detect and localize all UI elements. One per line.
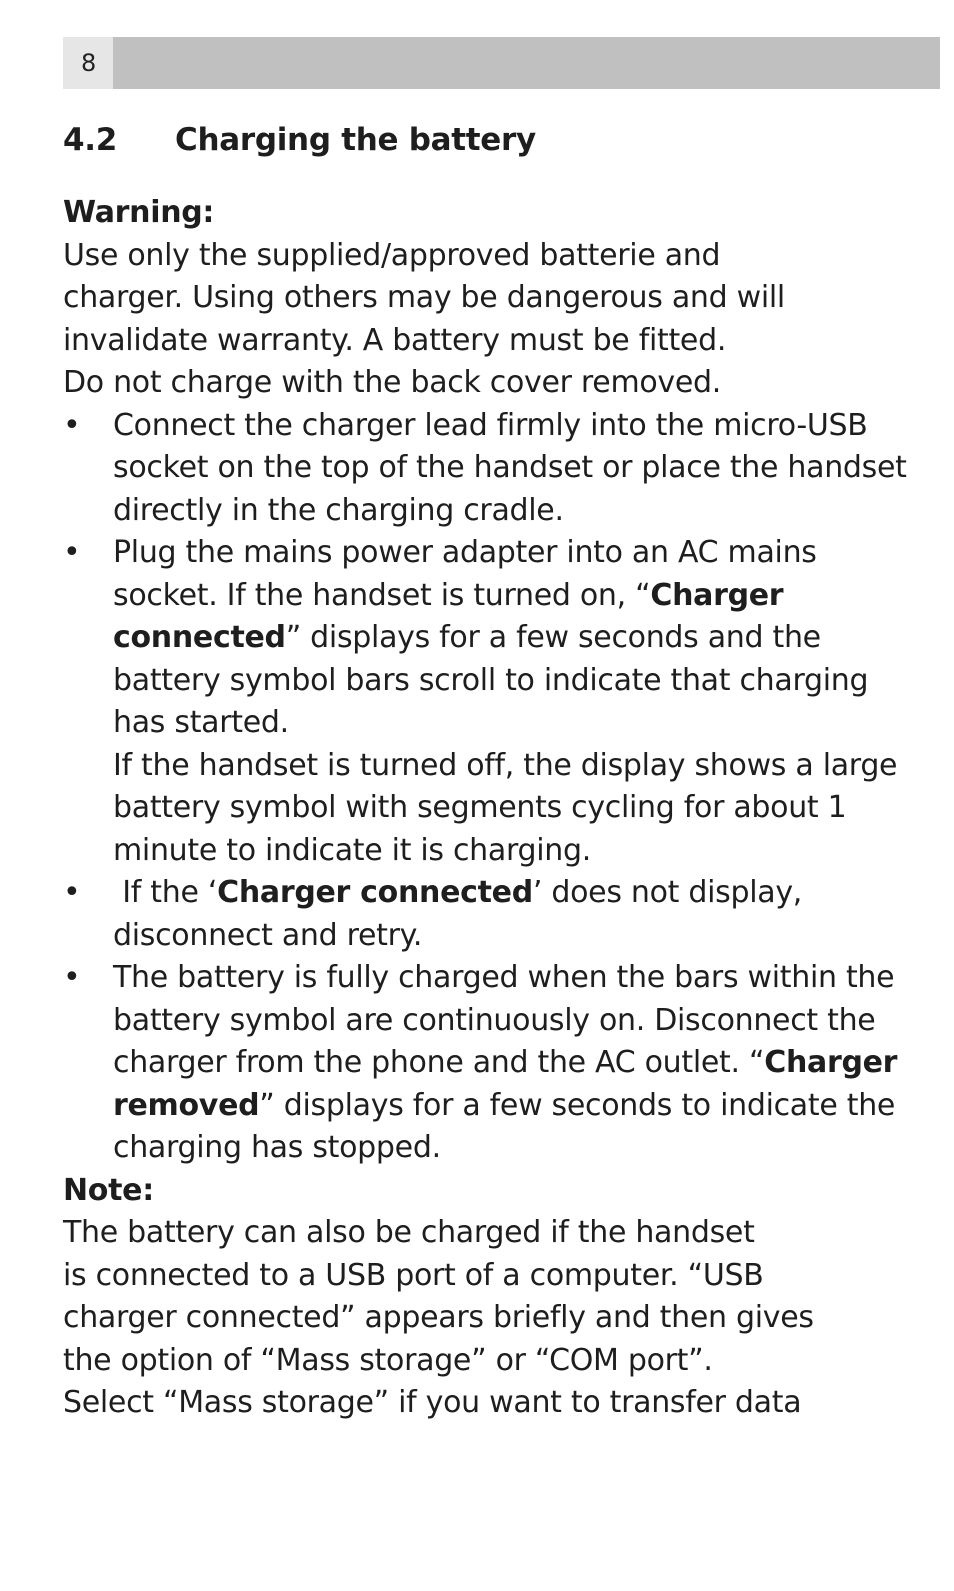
bullet-icon: • — [63, 535, 81, 570]
bullet-text-bold: Charger connected — [217, 875, 533, 910]
bullet-text-pre: The battery is fully charged when the bars within the battery symbol are continuously on. Disconnect the charger from the phone and the AC outlet. “ — [113, 960, 895, 1080]
bullet-text-bold: Charger removed — [113, 1045, 898, 1123]
note-line-2: is connected to a USB port of a computer. “USB — [63, 1257, 764, 1293]
bullet-text: Connect the charger lead firmly into the micro-USB socket on the top of the handset or place the handset directly in the charging cradle. — [113, 407, 907, 528]
list-item — [63, 405, 923, 533]
warning-line-4: Do not charge with the back cover removed. — [63, 365, 722, 400]
page-header-bar — [63, 37, 940, 89]
warning-label: Warning: — [63, 195, 215, 230]
warning-line-2: charger. Using others may be dangerous and will — [63, 280, 785, 315]
page-number: 8 — [63, 37, 113, 89]
bullet-text-pre: If the ‘ — [113, 875, 218, 910]
bullet-text-bold: Charger connected — [113, 577, 784, 655]
warning-block — [63, 192, 923, 405]
bullet-icon: • — [63, 960, 81, 995]
bullet-text-post: ” displays for a few seconds to indicate the charging has stopped. — [113, 1087, 896, 1165]
bullet-icon: • — [63, 875, 81, 910]
charging-steps-list — [63, 405, 923, 1170]
list-item — [63, 872, 923, 957]
section-heading — [63, 112, 923, 168]
note-line-3: charger connected” appears briefly and then gives — [63, 1300, 814, 1335]
note-line-4: the option of “Mass storage” or “COM port”. — [63, 1342, 713, 1378]
warning-line-3: invalidate warranty. A battery must be fitted. — [63, 322, 727, 358]
list-item — [63, 532, 923, 872]
note-label: Note: — [63, 1172, 154, 1208]
list-item — [63, 957, 923, 1170]
note-block — [63, 1170, 923, 1425]
page-content — [63, 112, 923, 1425]
section-number: 4.2 — [63, 122, 118, 158]
bullet-extra-paragraph: If the handset is turned off, the display shows a large battery symbol with segments cycling for about 1 minute to indicate it is charging. — [113, 747, 898, 868]
bullet-text-pre: Plug the mains power adapter into an AC mains socket. If the handset is turned on, “ — [113, 535, 817, 613]
bullet-text-post: ’ does not display, disconnect and retry. — [113, 875, 803, 953]
warning-line-1: Use only the supplied/approved batterie and — [63, 237, 721, 273]
section-title: Charging the battery — [175, 122, 536, 158]
note-line-5: Select “Mass storage” if you want to transfer data — [63, 1385, 802, 1420]
bullet-text-post: ” displays for a few seconds and the battery symbol bars scroll to indicate that charging has started. — [113, 620, 869, 740]
bullet-icon: • — [63, 407, 81, 443]
note-line-1: The battery can also be charged if the handset — [63, 1215, 755, 1250]
